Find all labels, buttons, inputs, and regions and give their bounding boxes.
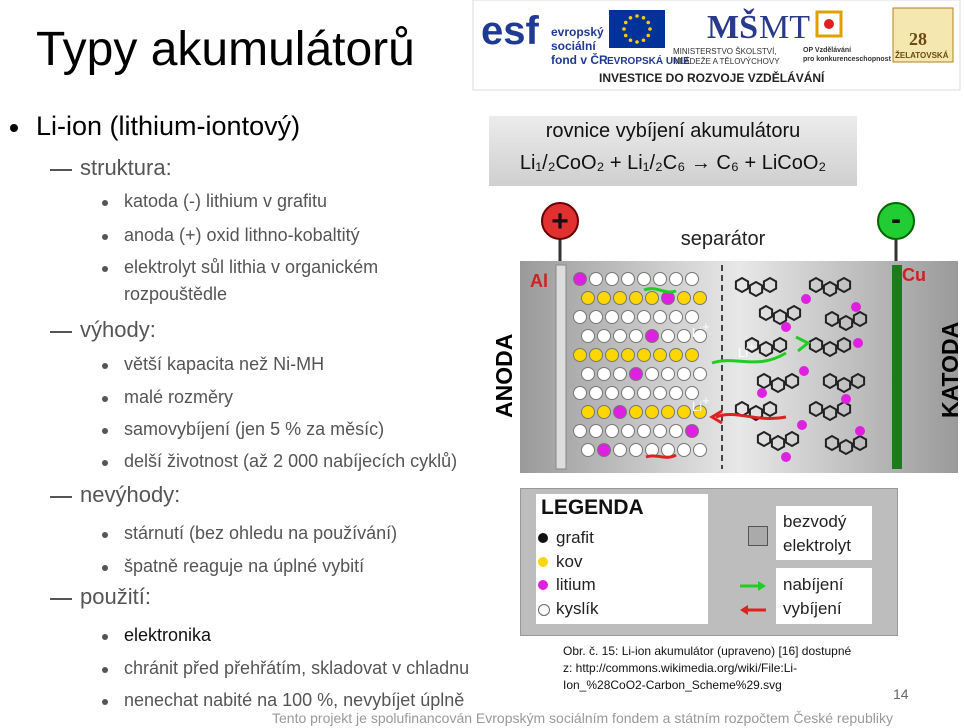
- lattice-atom: [598, 406, 611, 419]
- lattice-atom: [630, 406, 643, 419]
- legend-item: vybíjení: [783, 599, 842, 618]
- list-item: větší kapacita než Ni-MH: [124, 354, 325, 374]
- lattice-atom: [686, 349, 699, 362]
- lattice-atom: [694, 292, 707, 305]
- eu-star: [642, 16, 646, 20]
- lattice-atom: [654, 425, 667, 438]
- lattice-atom: [622, 425, 635, 438]
- bullet-dot: [102, 234, 108, 240]
- bullet-dot: [102, 532, 108, 538]
- legend-item: bezvodý: [783, 512, 847, 531]
- lattice-atom: [686, 273, 699, 286]
- lattice-atom: [654, 273, 667, 286]
- lattice-atom: [638, 311, 651, 324]
- separator-label: separátor: [680, 228, 766, 250]
- lattice-atom: [630, 444, 643, 457]
- eu-star: [635, 14, 639, 18]
- bullet-dot: [102, 363, 108, 369]
- bullet-dot: [102, 266, 108, 272]
- lattice-atom: [582, 330, 595, 343]
- svg-text:MT: MT: [759, 9, 810, 46]
- negative-terminal: [878, 203, 914, 261]
- list-item: malé rozměry: [124, 387, 234, 407]
- lattice-atom: [646, 406, 659, 419]
- lattice-atom: [606, 273, 619, 286]
- dash-marker: [50, 331, 72, 333]
- lithium-atom: [781, 322, 791, 332]
- bullet-dot: [102, 396, 108, 402]
- footer-text: Tento projekt je spolufinancován Evropským sociálním fondem a státním rozpočtem České republiky: [272, 710, 893, 726]
- list-item: chránit před přehřátím, skladovat v chladnu: [124, 658, 470, 678]
- lattice-atom: [646, 330, 659, 343]
- lattice-atom: [630, 368, 643, 381]
- eu-star: [648, 27, 652, 31]
- al-label: Al: [530, 271, 548, 291]
- eu-star: [646, 21, 650, 25]
- heading-li-ion: Li-ion (lithium-iontový): [36, 111, 301, 141]
- svg-text:esf: esf: [481, 9, 539, 53]
- bullet-dot: [102, 460, 108, 466]
- lattice-atom: [590, 349, 603, 362]
- lattice-atom: [678, 368, 691, 381]
- legend-item: kyslík: [556, 599, 599, 618]
- page-number: 14: [893, 686, 909, 702]
- svg-text:fond v ČR: fond v ČR: [551, 53, 608, 67]
- legend-item: elektrolyt: [783, 536, 852, 555]
- section-label: výhody:: [80, 317, 156, 342]
- lithium-atom: [851, 302, 861, 312]
- list-item: anoda (+) oxid lithno-kobaltitý: [124, 225, 360, 245]
- lattice-atom: [638, 425, 651, 438]
- svg-text:pro konkurenceschopnost: pro konkurenceschopnost: [803, 56, 891, 63]
- li-ion-label: Li+: [692, 393, 710, 414]
- lattice-atom: [686, 425, 699, 438]
- eu-star: [629, 16, 633, 20]
- lattice-atom: [654, 349, 667, 362]
- eu-star: [642, 38, 646, 42]
- svg-text:+: +: [551, 205, 569, 238]
- svg-text:MLÁDEŽE A TĚLOVÝCHOVY: MLÁDEŽE A TĚLOVÝCHOVY: [673, 57, 780, 66]
- lattice-atom: [582, 292, 595, 305]
- list-item: nenechat nabité na 100 %, nevybíjet úplně: [124, 690, 465, 710]
- svg-text:MINISTERSTVO ŠKOLSTVÍ,: MINISTERSTVO ŠKOLSTVÍ,: [673, 47, 777, 56]
- lattice-atom: [646, 368, 659, 381]
- section-label: nevýhody:: [80, 482, 181, 507]
- lattice-atom: [662, 368, 675, 381]
- lattice-atom: [662, 292, 675, 305]
- lattice-atom: [590, 387, 603, 400]
- lattice-atom: [662, 406, 675, 419]
- lattice-atom: [574, 349, 587, 362]
- lattice-atom: [678, 444, 691, 457]
- lattice-atom: [694, 444, 707, 457]
- li-ion-label: Li+: [692, 319, 710, 340]
- list-item: delší životnost (až 2 000 nabíjecích cyklů): [124, 451, 458, 471]
- lattice-atom: [590, 273, 603, 286]
- svg-text:MŠ: MŠ: [707, 9, 758, 46]
- section-label: struktura:: [80, 155, 172, 180]
- lattice-atom: [614, 444, 627, 457]
- lattice-atom: [694, 368, 707, 381]
- lattice-atom: [574, 311, 587, 324]
- lattice-atom: [598, 330, 611, 343]
- list-item: rozpouštědle: [124, 284, 228, 304]
- cu-label: Cu: [902, 265, 926, 285]
- lattice-atom: [606, 311, 619, 324]
- list-item: elektronika: [124, 625, 212, 645]
- list-item: špatně reaguje na úplné vybití: [124, 556, 365, 576]
- lithium-atom: [801, 294, 811, 304]
- eu-star: [629, 38, 633, 42]
- eu-star: [624, 21, 628, 25]
- lattice-atom: [582, 406, 595, 419]
- battery-diagram: [516, 195, 960, 485]
- legend-item: litium: [556, 575, 596, 594]
- lattice-atom: [622, 311, 635, 324]
- lithium-atom: [841, 394, 851, 404]
- lattice-atom: [574, 425, 587, 438]
- lattice-atom: [614, 406, 627, 419]
- lattice-atom: [646, 292, 659, 305]
- page-title: Typy akumulátorů: [36, 23, 415, 76]
- list-item: katoda (-) lithium v grafitu: [124, 191, 328, 211]
- lithium-atom: [855, 426, 865, 436]
- bullet-dot: [102, 634, 108, 640]
- lattice-atom: [622, 273, 635, 286]
- dash-marker: [50, 496, 72, 498]
- lattice-atom: [638, 273, 651, 286]
- lithium-atom: [853, 338, 863, 348]
- lattice-atom: [662, 330, 675, 343]
- lattice-atom: [678, 292, 691, 305]
- cathode-label: KATODA: [937, 321, 963, 418]
- bullet-dot: [102, 699, 108, 705]
- lattice-atom: [582, 444, 595, 457]
- legend-title: LEGENDA: [541, 496, 644, 519]
- svg-text:OP Vzdělávání: OP Vzdělávání: [803, 47, 852, 54]
- electrolyte-swatch: [748, 526, 768, 546]
- svg-text:ŽELATOVSKÁ: ŽELATOVSKÁ: [895, 51, 949, 60]
- graphite-swatch: [538, 533, 548, 543]
- eu-star: [622, 27, 626, 31]
- aluminium-collector: [556, 265, 566, 469]
- lattice-atom: [598, 292, 611, 305]
- lattice-atom: [670, 425, 683, 438]
- arrow-swatches: [736, 578, 770, 618]
- svg-text:sociální: sociální: [551, 39, 596, 53]
- lattice-atom: [614, 330, 627, 343]
- lattice-atom: [678, 330, 691, 343]
- eu-star: [635, 40, 639, 44]
- list-item: samovybíjení (jen 5 % za měsíc): [124, 419, 385, 439]
- lattice-atom: [574, 273, 587, 286]
- lattice-atom: [622, 349, 635, 362]
- lattice-atom: [590, 311, 603, 324]
- li-ion-label: Li+: [738, 339, 756, 360]
- lithium-atom: [757, 388, 767, 398]
- dash-marker: [50, 169, 72, 171]
- lattice-atom: [638, 349, 651, 362]
- lattice-atom: [686, 311, 699, 324]
- svg-text:-: -: [891, 203, 901, 236]
- lattice-atom: [662, 444, 675, 457]
- lattice-atom: [670, 311, 683, 324]
- lattice-atom: [630, 330, 643, 343]
- lattice-atom: [670, 387, 683, 400]
- lithium-atom: [797, 420, 807, 430]
- lattice-atom: [654, 387, 667, 400]
- lattice-atom: [582, 368, 595, 381]
- bullet-dot: [10, 124, 18, 132]
- bullet-dot: [102, 565, 108, 571]
- section-label: použití:: [80, 584, 151, 609]
- equation-formula: Li₁/₂CoO₂ + Li₁/₂C₆ → C₆ + LiCoO₂: [519, 152, 827, 174]
- lithium-atom: [799, 366, 809, 376]
- lattice-atom: [686, 387, 699, 400]
- legend-item: grafit: [556, 528, 594, 547]
- figure-caption: Obr. č. 15: Li-ion akumulátor (upraveno) [16] dostupné z: http://commons.wikimedia.org/wiki/File:Li- Ion_%28CoO2-Carbon_Scheme%29.svg: [563, 644, 852, 692]
- lattice-atom: [654, 311, 667, 324]
- metal-swatch: [538, 557, 548, 567]
- equation-title: rovnice vybíjení akumulátoru: [545, 120, 801, 142]
- lattice-atom: [590, 425, 603, 438]
- anode-label: ANODA: [491, 333, 517, 418]
- legend-item: kov: [556, 552, 583, 571]
- dash-marker: [50, 598, 72, 600]
- eu-star: [646, 34, 650, 38]
- sponsor-logos: [473, 0, 960, 90]
- bullet-dot: [102, 667, 108, 673]
- eu-star: [624, 34, 628, 38]
- lattice-atom: [574, 387, 587, 400]
- svg-text:EVROPSKÁ UNIE: EVROPSKÁ UNIE: [607, 56, 690, 67]
- bullet-dot: [102, 428, 108, 434]
- bullet-dot: [102, 200, 108, 206]
- list-item: elektrolyt sůl lithia v organickém: [124, 257, 379, 277]
- lattice-atom: [622, 387, 635, 400]
- oxygen-swatch: [538, 604, 550, 616]
- lattice-atom: [606, 349, 619, 362]
- school-logo: [893, 8, 953, 62]
- lattice-atom: [614, 292, 627, 305]
- lattice-atom: [614, 368, 627, 381]
- lattice-atom: [670, 273, 683, 286]
- svg-text:28: 28: [909, 29, 927, 49]
- svg-text:evropský: evropský: [551, 25, 604, 39]
- lattice-atom: [630, 292, 643, 305]
- positive-terminal: [542, 203, 578, 261]
- copper-collector: [892, 265, 902, 469]
- legend-item: nabíjení: [783, 575, 844, 594]
- investice-label: INVESTICE DO ROZVOJE VZDĚLÁVÁNÍ: [599, 71, 825, 85]
- lattice-atom: [606, 387, 619, 400]
- lithium-atom: [781, 452, 791, 462]
- lithium-swatch: [538, 580, 548, 590]
- list-item: stárnutí (bez ohledu na používání): [124, 523, 398, 543]
- lattice-atom: [678, 406, 691, 419]
- lattice-atom: [638, 387, 651, 400]
- lattice-atom: [598, 444, 611, 457]
- lattice-atom: [606, 425, 619, 438]
- lattice-atom: [670, 349, 683, 362]
- lattice-atom: [598, 368, 611, 381]
